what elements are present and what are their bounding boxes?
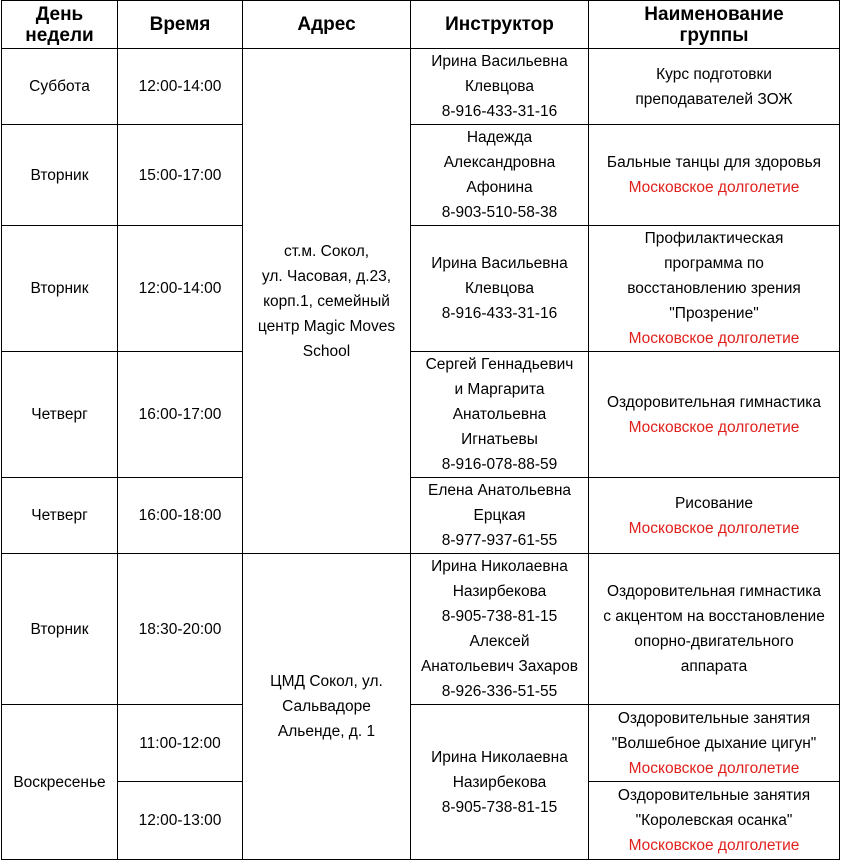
group-cell: Оздоровительные занятия "Королевская осанка" Московское долголетие xyxy=(589,782,840,860)
group-cell: Оздоровительная гимнастика с акцентом на восстановление опорно-двигательного аппарата xyxy=(589,554,840,705)
address-cell: ЦМД Сокол, ул. Сальвадоре Альенде, д. 1 xyxy=(243,554,411,860)
day-cell: Вторник xyxy=(2,125,118,226)
group-cell: Профилактическая программа по восстановлению зрения "Прозрение" Московское долголетие xyxy=(589,226,840,352)
header-day: День недели xyxy=(2,1,118,49)
header-group: Наименование группы xyxy=(589,1,840,49)
header-row xyxy=(2,1,840,49)
time-cell: 11:00-12:00 xyxy=(118,705,243,782)
day-cell: Вторник xyxy=(2,226,118,352)
header-address: Адрес xyxy=(243,1,411,49)
program-tag: Московское долголетие xyxy=(628,179,800,196)
instructor-cell: Ирина Николаевна Назирбекова 8-905-738-81-15 Алексей Анатольевич Захаров 8-926-336-51-55 xyxy=(411,554,589,705)
day-cell: Четверг xyxy=(2,352,118,478)
header-instructor: Инструктор xyxy=(411,1,589,49)
program-tag: Московское долголетие xyxy=(628,330,800,347)
time-cell: 12:00-14:00 xyxy=(118,49,243,125)
instructor-cell: Ирина Васильевна Клевцова 8-916-433-31-16 xyxy=(411,49,589,125)
instructor-cell: Надежда Александровна Афонина 8-903-510-58-38 xyxy=(411,125,589,226)
table-row xyxy=(2,554,840,705)
time-cell: 18:30-20:00 xyxy=(118,554,243,705)
instructor-cell: Ирина Васильевна Клевцова 8-916-433-31-16 xyxy=(411,226,589,352)
table-row xyxy=(2,352,840,478)
table-row xyxy=(2,49,840,125)
group-cell: Курс подготовки преподавателей ЗОЖ xyxy=(589,49,840,125)
day-cell: Суббота xyxy=(2,49,118,125)
header-time: Время xyxy=(118,1,243,49)
table-row xyxy=(2,478,840,554)
group-cell: Рисование Московское долголетие xyxy=(589,478,840,554)
instructor-cell: Елена Анатольевна Ерцкая 8-977-937-61-55 xyxy=(411,478,589,554)
program-tag: Московское долголетие xyxy=(628,837,800,854)
table-row xyxy=(2,705,840,782)
program-tag: Московское долголетие xyxy=(628,759,800,777)
time-cell: 12:00-13:00 xyxy=(118,782,243,860)
day-cell: Четверг xyxy=(2,478,118,554)
day-cell: Вторник xyxy=(2,554,118,705)
time-cell: 12:00-14:00 xyxy=(118,226,243,352)
time-cell: 16:00-17:00 xyxy=(118,352,243,478)
time-cell: 16:00-18:00 xyxy=(118,478,243,554)
table-row xyxy=(2,125,840,226)
instructor-cell: Сергей Геннадьевич и Маргарита Анатольевна Игнатьевы 8-916-078-88-59 xyxy=(411,352,589,478)
instructor-cell: Ирина Николаевна Назирбекова 8-905-738-81-15 xyxy=(411,705,589,860)
table-row xyxy=(2,226,840,352)
time-cell: 15:00-17:00 xyxy=(118,125,243,226)
group-cell: Оздоровительная гимнастика Московское долголетие xyxy=(589,352,840,478)
program-tag: Московское долголетие xyxy=(628,519,800,537)
day-cell: Воскресенье xyxy=(2,705,118,860)
group-cell: Оздоровительные занятия "Волшебное дыхание цигун" Московское долголетие xyxy=(589,705,840,782)
program-tag: Московское долголетие xyxy=(628,418,800,436)
schedule-table xyxy=(1,0,840,860)
group-cell: Бальные танцы для здоровья Московское долголетие xyxy=(589,125,840,226)
address-cell: ст.м. Сокол, ул. Часовая, д.23, корп.1, семейный центр Magic Moves School xyxy=(243,49,411,554)
